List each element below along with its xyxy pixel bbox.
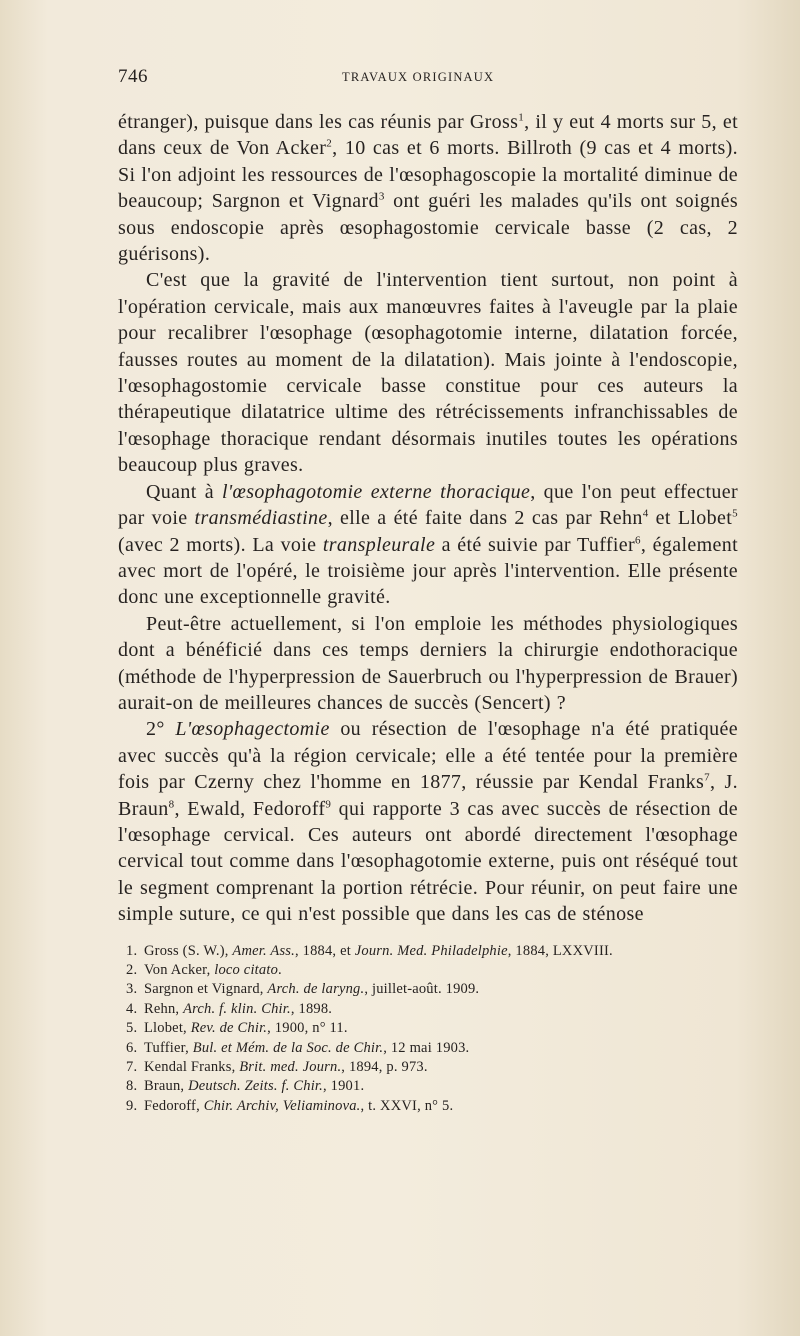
paragraph-3 [118,479,738,611]
text-run: 2° [146,718,176,741]
footnote [118,1097,738,1116]
page [118,66,738,1116]
footnotes [118,942,738,1117]
footnote-ref: 7 [704,771,711,784]
text-run: a été suivie par Tuffier [435,533,636,556]
footnote-author: Gross (S. W.), [144,942,233,959]
footnote-author: Llobet, [144,1020,191,1037]
footnote-journal: loco citato [214,962,279,978]
text-run: étranger), puisque dans les cas réunis par Gross [118,111,519,133]
footnote-number: 3. [126,981,138,998]
text-run: , que l'on peut effectuer par voie [118,480,739,530]
footnote-journal: Chir. Archiv, Veliaminova. [203,1097,361,1114]
paragraph-1 [118,109,738,267]
text-run: (avec 2 morts). La voie [118,533,323,556]
page-number: 746 [118,66,148,87]
footnote-detail: , 12 mai 1903. [383,1039,470,1056]
footnote-detail: , t. XXVI, n° 5. [360,1097,454,1114]
footnote-number: 2. [126,962,138,978]
footnote-detail: , 1901. [323,1078,365,1095]
text-run: , J. Braun [118,771,738,820]
footnote-ref: 1 [518,111,525,124]
footnote-ref: 3 [378,190,385,203]
footnote-author: Von Acker, [144,962,215,978]
footnote-journal: Deutsch. Zeits. f. Chir. [188,1078,323,1095]
footnote [118,1039,738,1058]
text-run: Quant à [146,480,222,503]
paragraph-2: C'est que la gravité de l'intervention tient surtout, non point à l'opération cervicale, mais aux manœuvres faites à l'aveugle par la plaie pour recalibrer l'œsophage (œsophagotomie interne, dilatation forcée, fausses routes au moment de la dilatation). Mais jointe à l'endoscopie, l'œsophagostomie cervicale basse constitue pour ces auteurs la thérapeutique dilatatrice ultime des rétrécissements infranchissables de l'œsophage thoracique rendant désormais inutiles toutes les opérations beaucoup plus graves. [118,269,738,477]
footnote-author: Tuffier, [144,1039,193,1056]
italic-term: transpleurale [322,533,436,556]
footnote-detail: , juillet-août. 1909. [364,981,480,998]
footnote-ref: 9 [325,797,332,810]
body-text [118,109,738,928]
footnote-detail: , 1898. [290,1000,333,1017]
footnote-detail: . [278,962,282,978]
footnote-journal: Brit. med. Journ. [239,1059,342,1076]
footnote-number: 1. [126,942,138,959]
footnote-author: Kendal Franks, [144,1059,240,1076]
footnote-number: 8. [126,1078,138,1095]
footnote-journal: Rev. de Chir. [190,1020,268,1037]
text-run: qui rapporte 3 cas avec succès de résection de l'œsophage cervical. Ces auteurs ont abordé directement l'œsophage cervical tout comme dans l'œsophagotomie externe, puis ont réséqué tout le segment comprenant la portion rétrécie. Pour réunir, on peut faire une simple suture, ce qui n'est possible que dans les cas de sténose [118,797,738,926]
italic-term: l'œsophagotomie externe thoracique [222,480,531,503]
footnote-number: 9. [126,1097,138,1114]
footnote-author: Fedoroff, [144,1097,204,1114]
footnote-ref: 2 [326,137,333,150]
italic-term: transmédiastine [194,507,328,530]
text-run: ou résection de l'œsophage n'a été pratiquée avec succès qu'à la région cervicale; elle a été tentée pour la première fois par Czerny chez l'homme en 1877, réussie par Kendal Franks [118,718,738,794]
running-title: TRAVAUX ORIGINAUX [342,70,495,84]
text-run: et Llobet [648,507,733,530]
text-run: ont guéri les malades qu'ils ont soignés sous endoscopie après œsophagostomie cervicale basse (2 cas, 2 guérisons). [118,190,738,266]
footnote-author: Rehn, [144,1000,184,1017]
running-head [118,66,738,96]
footnote-ref: 5 [732,507,738,520]
footnote-detail: , 1900, n° 11. [267,1020,348,1037]
footnote-number: 5. [126,1020,138,1037]
footnote-author: Sargnon et Vignard, [144,981,268,998]
footnote-journal: Bul. et Mém. de la Soc. de Chir. [192,1039,384,1056]
footnote-author: Braun, [144,1078,189,1095]
footnote [118,1058,738,1077]
footnote [118,1000,738,1019]
text-run: , Ewald, Fedoroff [174,797,326,820]
footnote-detail: , 1894, p. 973. [341,1059,428,1076]
footnote [118,980,738,999]
footnote-journal: Arch. de laryng. [267,981,365,998]
footnote-ref: 4 [642,507,649,520]
footnote [118,961,738,980]
footnote [118,1077,738,1096]
footnote-journal: Arch. f. klin. Chir. [183,1000,291,1017]
footnote-detail: , 1884, LXXVIII. [507,942,613,959]
paragraph-4: Peut-être actuellement, si l'on emploie les méthodes physiologiques dont a bénéficié dans ces temps derniers la chirurgie endothoracique (méthode de l'hyperpression de Sauerbruch ou l'hyperpression de Brauer) aurait-on de meilleures chances de succès (Sencert) ? [118,612,738,714]
footnote-ref: 8 [168,797,175,810]
footnote-detail: , 1884, et [294,942,355,959]
footnote [118,942,738,961]
footnote-number: 4. [126,1000,138,1017]
footnote-number: 6. [126,1039,138,1056]
footnote-number: 7. [126,1059,138,1076]
footnote-ref: 6 [635,533,641,546]
text-run: , il y eut 4 morts sur 5, et dans ceux de Von Acker [118,111,738,160]
text-run: , 10 cas et 6 morts. Billroth (9 cas et 4 morts). Si l'on adjoint les ressources de l'œsophagoscopie la mortalité diminue de beaucoup; Sargnon et Vignard [118,137,738,213]
footnote-journal: Amer. Ass. [232,942,295,959]
paragraph-5 [118,716,738,927]
italic-term: L'œsophagectomie [175,718,330,741]
footnote-journal: Journ. Med. Philadelphie [354,942,508,959]
text-run: , également avec mort de l'opéré, le troisième jour après l'intervention. Elle présente donc une exceptionnelle gravité. [118,533,738,609]
footnote [118,1019,738,1038]
text-run: , elle a été faite dans 2 cas par Rehn [327,507,643,530]
